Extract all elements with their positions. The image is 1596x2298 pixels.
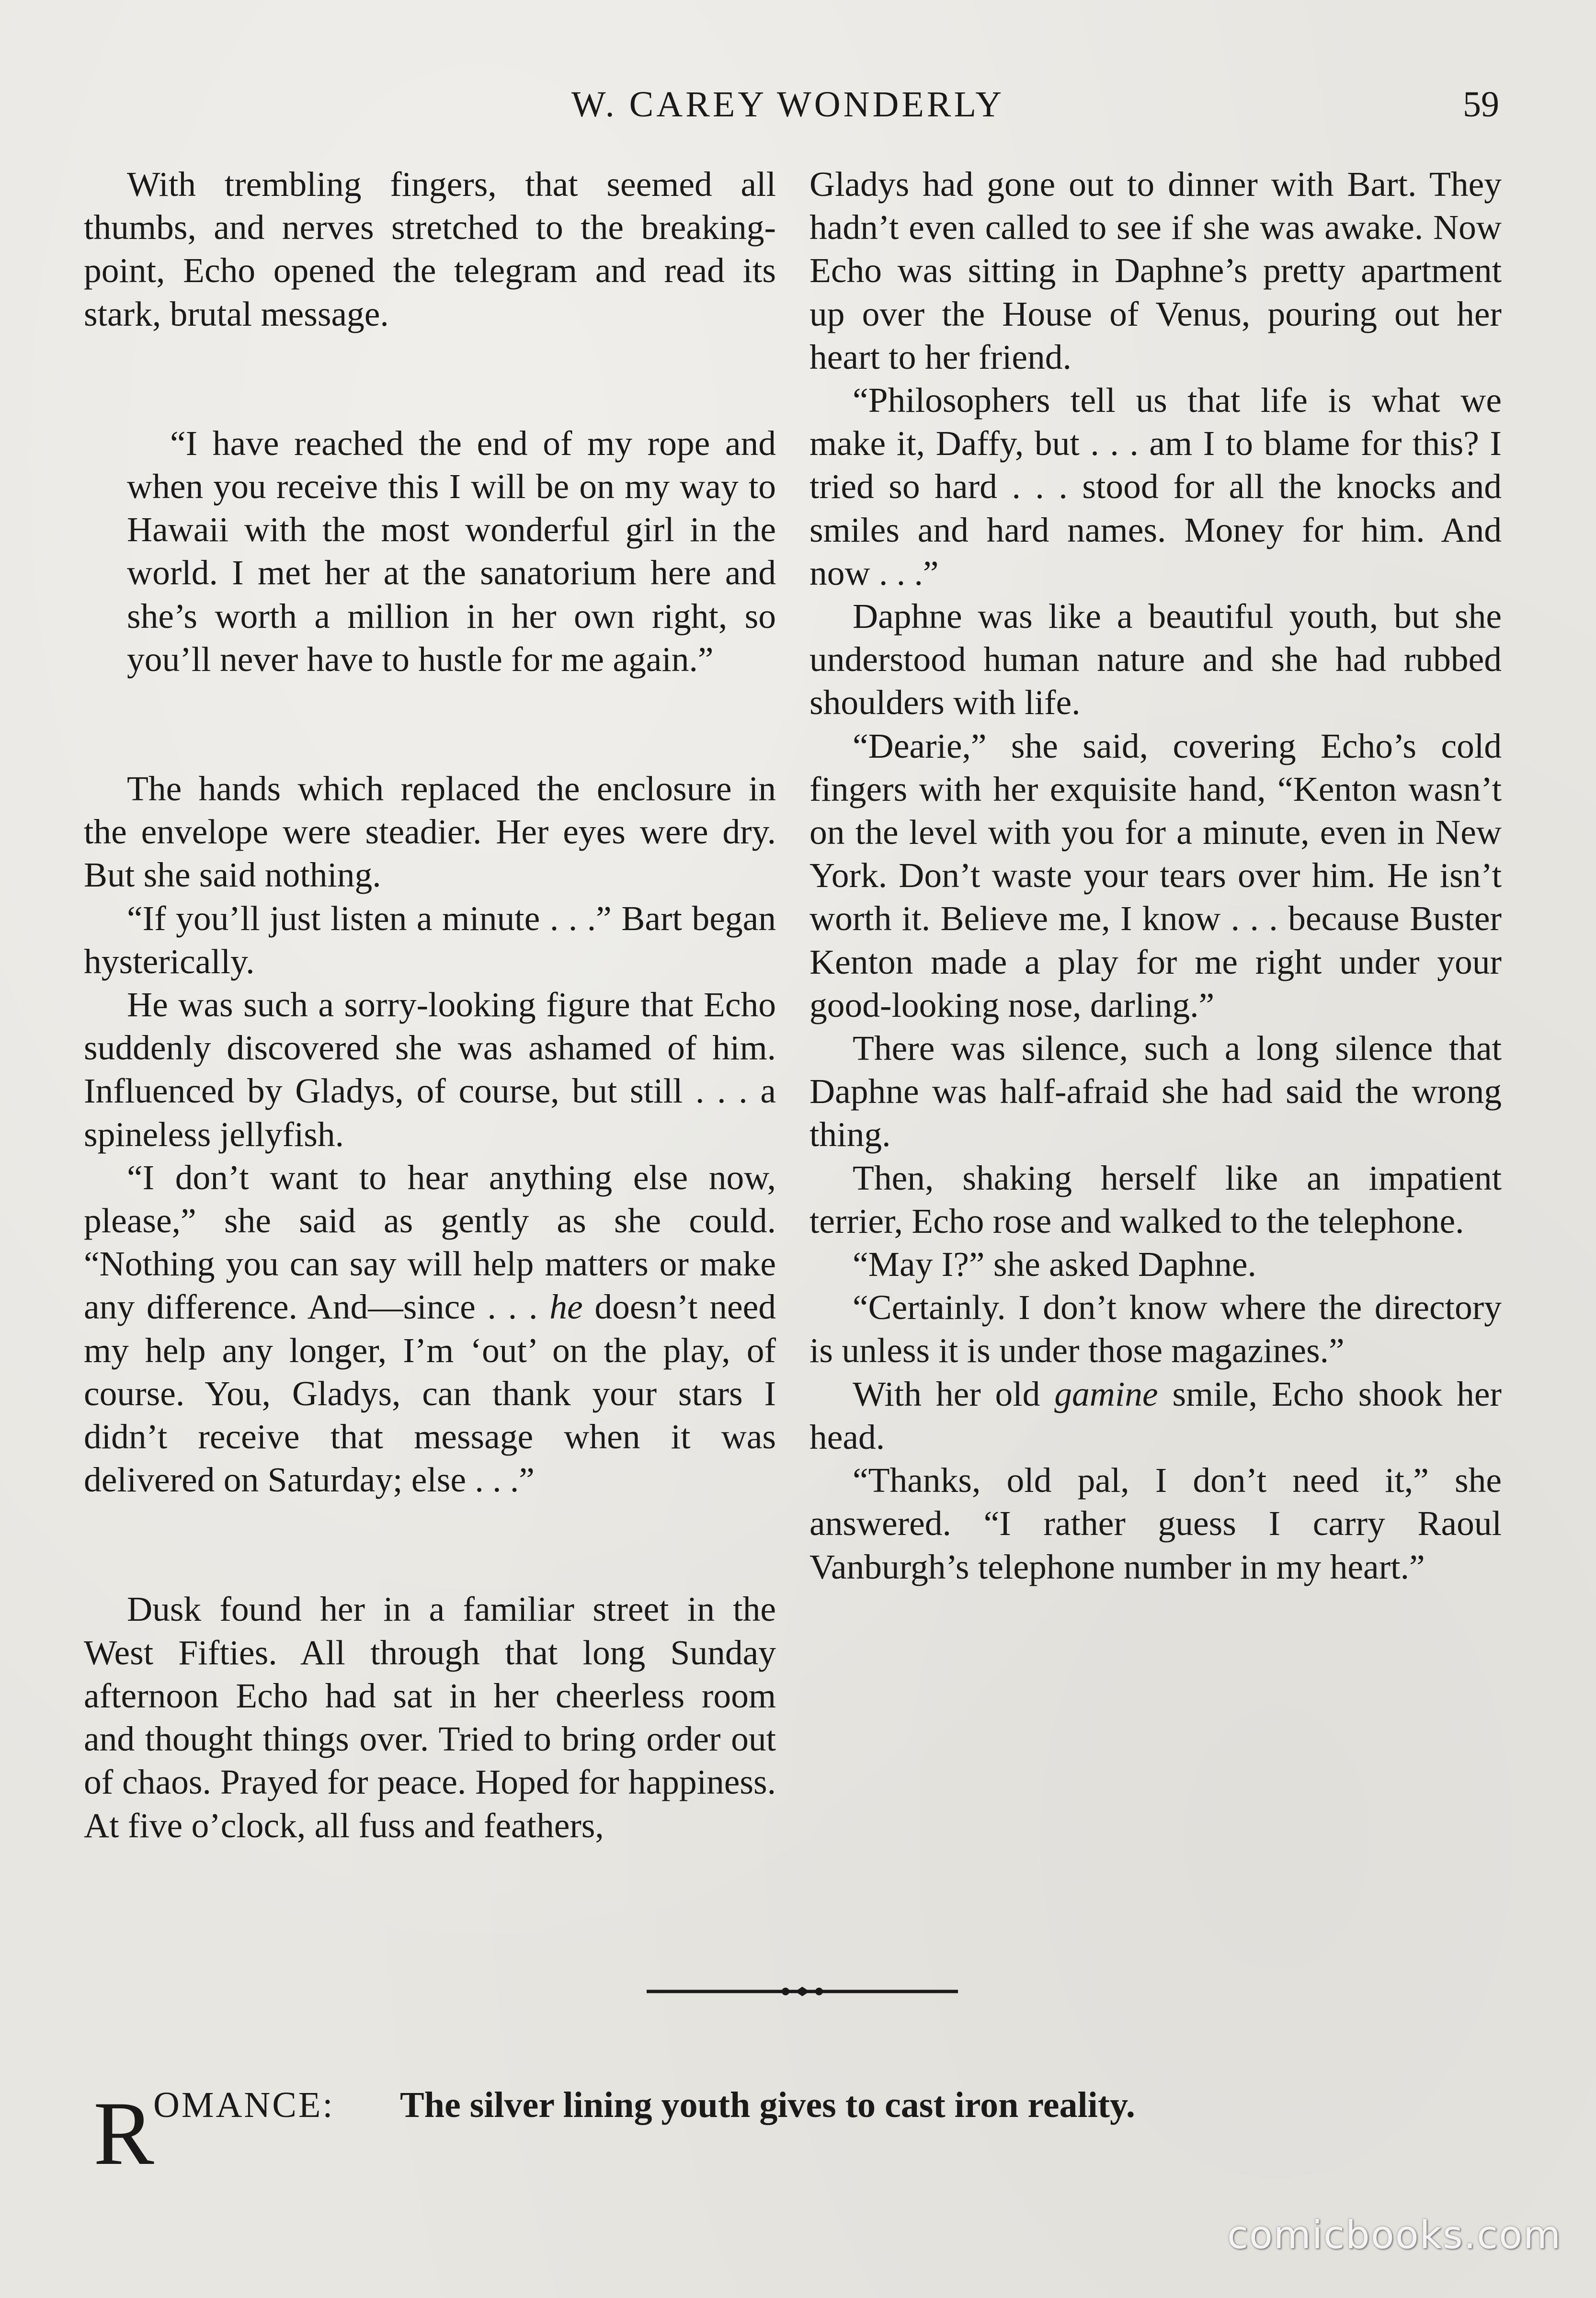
paragraph: There was silence, such a long silence that Daphne was half-afraid she had said the wrong thing. — [809, 1029, 1502, 1154]
paragraph-text: With her old — [853, 1374, 1055, 1413]
paragraph: “Thanks, old pal, I don’t need it,” she answered. “I rather guess I carry Raoul Vanburgh’s telephone number in my heart.” — [809, 1461, 1502, 1586]
paragraph-text: doesn’t need my help any longer, I’m ‘out’ on the play, of course. You, Gladys, can thank your stars I didn’t receive that message when it was delivered on Saturday; else . . .” — [84, 1287, 776, 1500]
paragraph: “Philosophers tell us that life is what we make it, Daffy, but . . . am I to blame for this? I tried so hard . . . stood for all the knocks and smiles and hard names. Money for him. And now . . .” — [809, 381, 1502, 592]
paragraph-text: “I don’t want to hear anything else now, please,” she said as gently as she could. “Nothing you can say will help matters or make any difference. And—since . . . — [84, 1158, 776, 1327]
page-number: 59 — [1463, 84, 1499, 125]
italic-word: he — [549, 1287, 583, 1327]
paragraph: Gladys had gone out to dinner with Bart. They hadn’t even called to see if she was awake. Now Echo was sitting in Daphne’s pretty apartment up over the House of Venus, pouring out her heart to her friend. — [809, 165, 1502, 376]
paragraph: Then, shaking herself like an impatient terrier, Echo rose and walked to the telephone. — [809, 1158, 1502, 1240]
paragraph: “Certainly. I don’t know where the directory is unless it is under those magazines.” — [809, 1288, 1502, 1370]
paragraph: With trembling fingers, that seemed all thumbs, and nerves stretched to the breaking-point, Echo opened the telegram and read its stark, brutal message. — [84, 165, 776, 333]
telegram-quote: “I have reached the end of my rope and when you receive this I will be on my way to Hawaii with the most wonderful girl in the world. I met her at the sanatorium here and she’s worth a million in her own right, so you’ll never have to hustle for me again.” — [127, 423, 776, 679]
section-divider-ornament — [647, 1982, 958, 2001]
paragraph: “May I?” she asked Daphne. — [853, 1245, 1256, 1284]
paragraph — [809, 1373, 1502, 1459]
paragraph: Dusk found her in a familiar street in the West Fifties. All through that long Sunday afternoon Echo had sat in her cheerless room and thought things over. Tried to bring order out of chaos. Prayed for peace. Hoped for happiness. At five o’clock, all fuss and feathers, — [84, 1590, 776, 1845]
paragraph — [84, 1156, 776, 1502]
paragraph: Daphne was like a beautiful youth, but she understood human nature and she had rubbed shoulders with life. — [809, 597, 1502, 722]
paragraph: “If you’ll just listen a minute . . .” Bart began hysterically. — [84, 899, 776, 981]
left-column — [84, 163, 776, 1847]
page-header — [0, 80, 1596, 128]
epigram-text: The silver lining youth gives to cast iron reality. — [400, 2085, 1135, 2125]
paragraph: He was such a sorry-looking figure that Echo suddenly discovered she was ashamed of him. Influenced by Gladys, of course, but still . . . a spineless jellyfish. — [84, 985, 776, 1154]
epigram-keyword: OMANCE: — [153, 2085, 335, 2125]
watermark: comicbooks.com — [1227, 2213, 1562, 2257]
paragraph: The hands which replaced the enclosure in the envelope were steadier. Her eyes were dry. But she said nothing. — [84, 769, 776, 895]
drop-cap: R — [93, 2083, 154, 2184]
right-column — [809, 163, 1502, 1589]
italic-word: gamine — [1054, 1374, 1158, 1413]
romance-epigram — [93, 2074, 1482, 2184]
paragraph-text: smile, Echo shook her head. — [809, 1374, 1502, 1456]
paragraph: “Dearie,” she said, covering Echo’s cold fingers with her exquisite hand, “Kenton wasn’t on the level with you for a minute, even in New York. Don’t waste your tears over him. He isn’t worth it. Believe me, I know . . . because Buster Kenton made a play for me right under your good-looking nose, darling.” — [809, 726, 1502, 1024]
running-head: W. CAREY WONDERLY — [571, 84, 1005, 125]
